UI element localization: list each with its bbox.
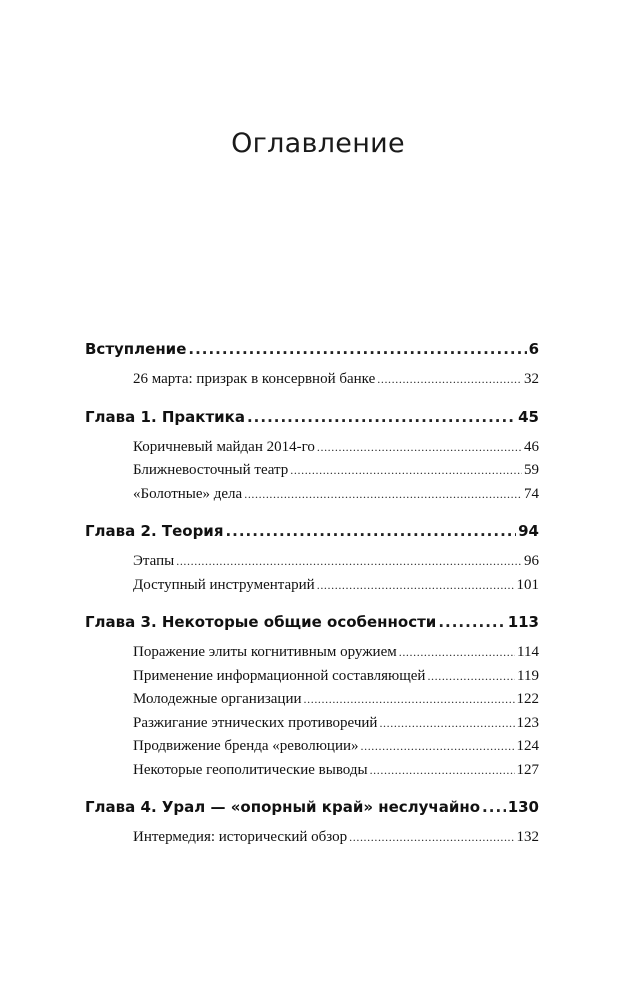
- toc-section: [85, 406, 539, 507]
- toc-chapter-entry[interactable]: [85, 406, 539, 428]
- dot-leader: [361, 735, 515, 759]
- dot-leader: [176, 550, 522, 574]
- dot-leader: [225, 520, 516, 542]
- chapter-title: Вступление: [85, 340, 187, 358]
- subentry-title: «Болотные» дела: [133, 485, 243, 502]
- table-of-contents: [85, 338, 539, 864]
- toc-chapter-entry[interactable]: [85, 796, 539, 818]
- subentry-title: Некоторые геополитические выводы: [133, 761, 368, 778]
- dot-leader: [379, 712, 514, 736]
- chapter-title: Глава 4. Урал — «опорный край» неслучайно: [85, 798, 481, 816]
- toc-subentry[interactable]: [133, 436, 539, 460]
- subentry-title: Молодежные организации: [133, 691, 302, 707]
- toc-chapter-entry[interactable]: [85, 338, 539, 360]
- toc-section: [85, 796, 539, 850]
- subentry-title: Этапы: [133, 553, 175, 569]
- page-number: 130: [507, 798, 539, 816]
- page-number: 114: [517, 644, 539, 660]
- toc-section: [85, 520, 539, 597]
- dot-leader: [290, 459, 522, 483]
- page-title: Оглавление: [231, 128, 405, 159]
- dot-leader: [377, 368, 522, 392]
- page-number: 96: [524, 553, 539, 569]
- page-number: 59: [524, 462, 539, 478]
- dot-leader: [349, 826, 514, 850]
- toc-chapter-entry[interactable]: [85, 520, 539, 542]
- toc-subentry[interactable]: [133, 641, 539, 665]
- dot-leader: [188, 338, 526, 360]
- toc-section: [85, 611, 539, 782]
- subentry-title: Поражение элиты когнитивным оружием: [133, 644, 397, 660]
- page-number: 32: [524, 371, 539, 387]
- toc-section: [85, 338, 539, 392]
- subentry-title: Коричневый майдан 2014-го: [133, 438, 315, 455]
- subentry-title: Продвижение бренда «революции»: [133, 738, 359, 754]
- toc-subentry[interactable]: [133, 459, 539, 483]
- toc-subentry[interactable]: [133, 826, 539, 850]
- toc-subentry[interactable]: [133, 665, 539, 689]
- dot-leader: [438, 611, 505, 633]
- subentry-title: Доступный инструментарий: [133, 576, 315, 593]
- page-number: 45: [518, 407, 539, 426]
- page-number: 124: [516, 738, 539, 754]
- chapter-title: Глава 3. Некоторые общие особенности: [85, 613, 437, 631]
- toc-subentry[interactable]: [133, 688, 539, 712]
- toc-chapter-entry[interactable]: [85, 611, 539, 633]
- page-number: 94: [518, 522, 539, 540]
- subentry-title: 26 марта: призрак в консервной банке: [133, 371, 376, 387]
- page-number: 6: [528, 340, 539, 358]
- page-number: 132: [516, 829, 539, 845]
- chapter-title: Глава 2. Теория: [85, 522, 224, 540]
- page-number: 127: [516, 761, 539, 778]
- toc-subentry[interactable]: [133, 368, 539, 392]
- toc-subentry[interactable]: [133, 712, 539, 736]
- toc-subentry[interactable]: [133, 550, 539, 574]
- toc-subentry[interactable]: [133, 574, 539, 598]
- toc-subentry[interactable]: [133, 483, 539, 507]
- dot-leader: [317, 574, 515, 598]
- toc-subentry[interactable]: [133, 759, 539, 783]
- page-number: 46: [524, 438, 539, 455]
- page-number: 122: [516, 691, 539, 707]
- page-number: 113: [507, 613, 539, 631]
- subentry-title: Применение информационной составляющей: [133, 667, 426, 684]
- page-number: 119: [517, 667, 539, 684]
- dot-leader: [427, 665, 515, 689]
- dot-leader: [370, 759, 515, 783]
- page-number: 101: [516, 576, 539, 593]
- page-number: 74: [524, 485, 539, 502]
- dot-leader: [247, 406, 516, 428]
- subentry-title: Интермедия: исторический обзор: [133, 829, 348, 845]
- dot-leader: [399, 641, 515, 665]
- toc-subentry[interactable]: [133, 735, 539, 759]
- chapter-title: Глава 1. Практика: [85, 407, 245, 426]
- dot-leader: [304, 688, 515, 712]
- page-number: 123: [516, 714, 539, 731]
- dot-leader: [244, 483, 522, 507]
- dot-leader: [317, 436, 522, 460]
- subentry-title: Разжигание этнических противоречий: [133, 714, 378, 731]
- subentry-title: Ближневосточный театр: [133, 462, 289, 478]
- dot-leader: [482, 796, 506, 818]
